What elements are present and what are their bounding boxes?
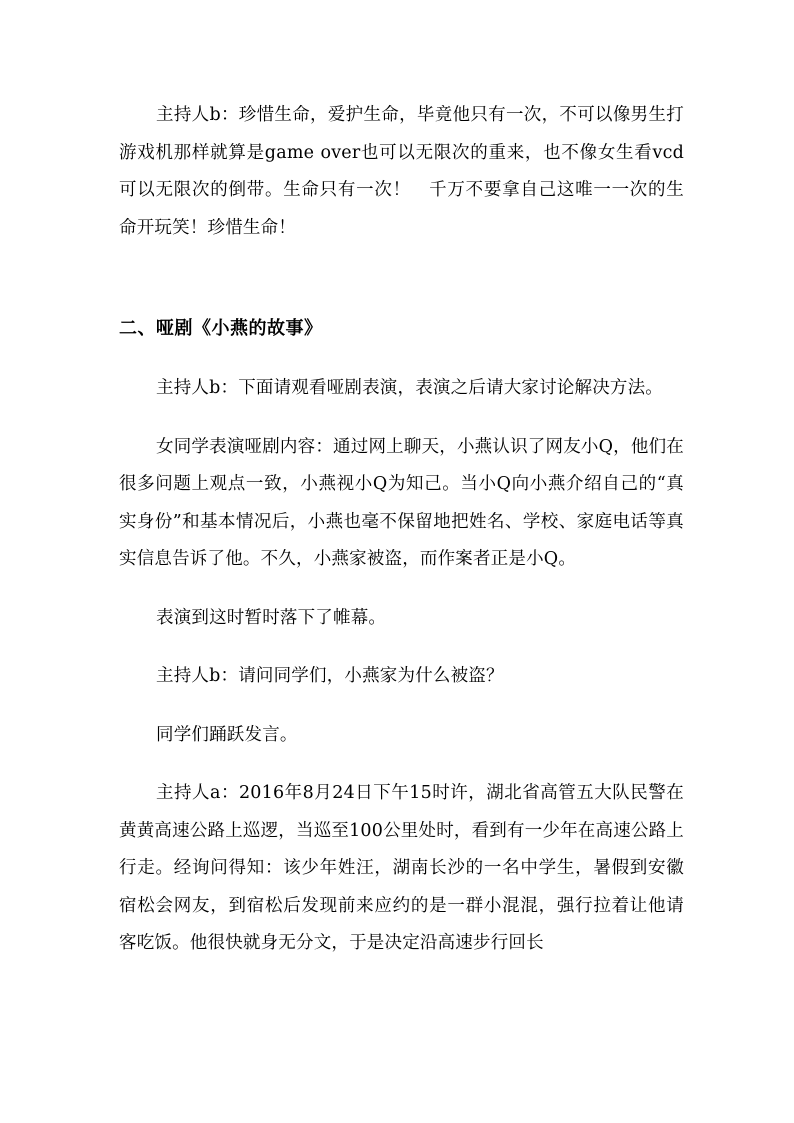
section-heading: 二、哑剧《小燕的故事》 xyxy=(119,318,323,339)
paragraph-students-speak: 同学们踊跃发言。 xyxy=(156,724,298,745)
paragraph-spacer xyxy=(119,579,684,600)
paragraph-spacer xyxy=(119,637,684,658)
paragraph-host-b-cherish-life: 主持人b：珍惜生命，爱护生命，毕竟他只有一次，不可以像男生打游戏机那样就算是game over也可以无限次的重来，也不像女生看vcd可以无限次的倒带。生命只有一次！ 千万不要拿自己这唯一一次的生命开玩笑！珍惜生命！ xyxy=(119,105,684,238)
paragraph-mime-content: 女同学表演哑剧内容：通过网上聊天，小燕认识了网友小Q，他们在很多问题上观点一致，小燕视小Q为知己。当小Q向小燕介绍自己的“真实身份”和基本情况后，小燕也毫不保留地把姓名、学校、家庭电话等真实信息告诉了他。不久，小燕家被盗，而作案者正是小Q。 xyxy=(119,436,684,569)
paragraph-spacer xyxy=(119,408,684,429)
paragraph-host-b-question: 主持人b：请问同学们，小燕家为什么被盗？ xyxy=(156,666,504,686)
document-page xyxy=(119,97,684,963)
paragraph-host-a-story: 主持人a：2016年8月24日下午15时许，湖北省高管五大队民警在黄黄高速公路上巡逻，当巡至100公里处时，看到有一少年在高速公路上行走。经询问得知：该少年姓汪，湖南长沙的一名中学生，暑假到安徽宿松会网友，到宿松后发现前来应约的是一群小混混，强行拉着让他请客吃饭。他很快就身无分文，于是决定沿高速步行回长 xyxy=(119,783,684,953)
paragraph-host-b-intro: 主持人b：下面请观看哑剧表演，表演之后请大家讨论解决方法。 xyxy=(156,378,664,398)
paragraph-spacer xyxy=(119,754,684,775)
paragraph-spacer xyxy=(119,696,684,717)
paragraph-curtain: 表演到这时暂时落下了帷幕。 xyxy=(156,607,387,628)
section-spacer xyxy=(119,247,684,310)
heading-spacer xyxy=(119,347,684,370)
